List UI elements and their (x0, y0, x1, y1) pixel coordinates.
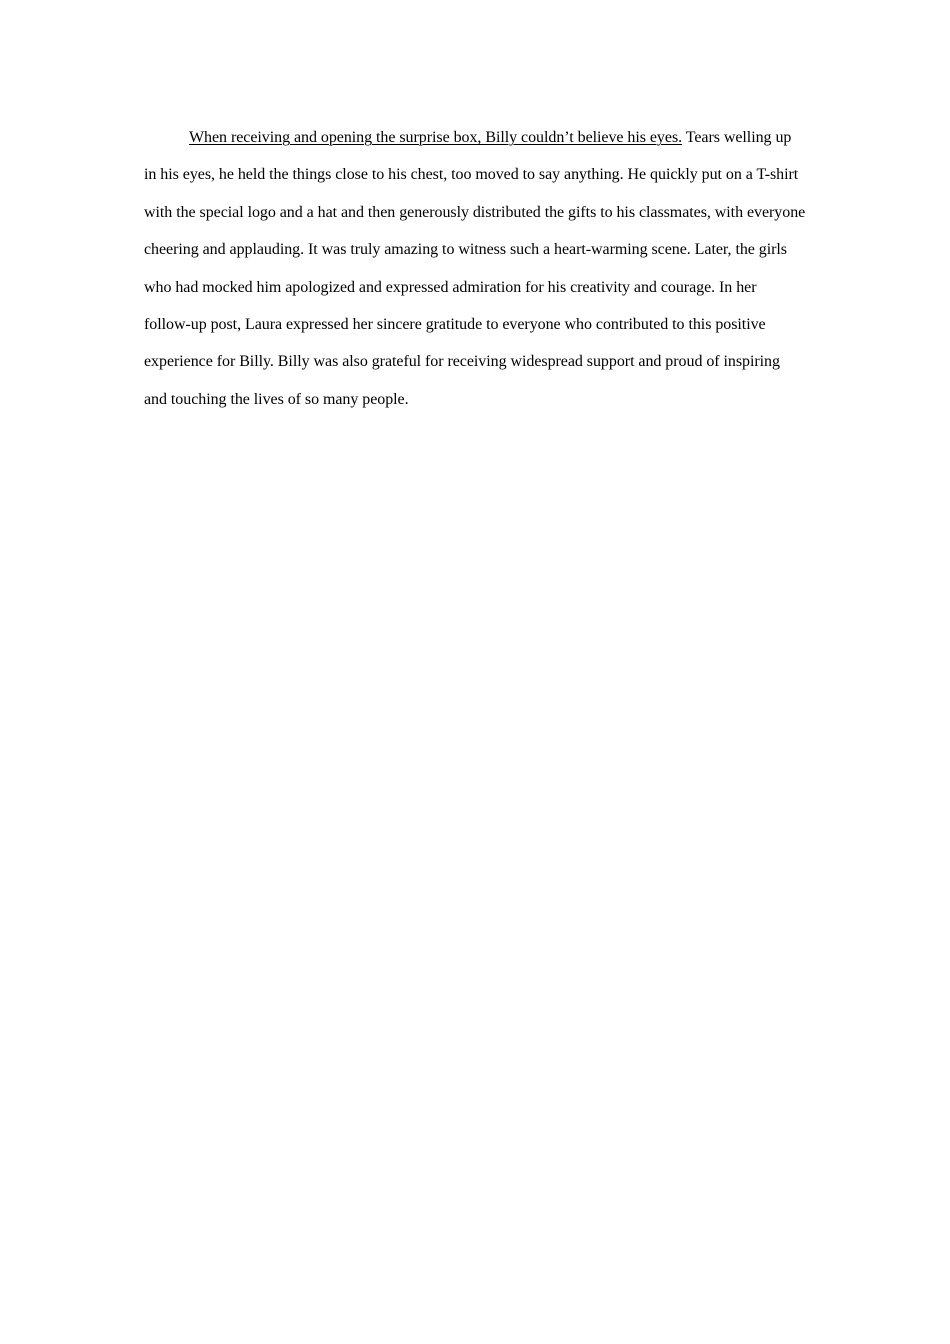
paragraph-continuation: Tears welling up in his eyes, he held the things close to his chest, too moved to say anything. He quickly put on a T-shirt with the special logo and a hat and then generously distributed the gifts to his classmates, with everyone cheering and applauding. It was truly amazing to witness such a heart-warming scene. Later, the girls who had mocked him apologized and expressed admiration for his creativity and courage. In her follow-up post, Laura expressed her sincere gratitude to everyone who contributed to this positive experience for Billy. Billy was also grateful for receiving widespread support and proud of inspiring and touching the lives of so many people. (144, 129, 806, 408)
body-paragraph (144, 119, 806, 418)
underlined-opening-sentence: When receiving and opening the surprise box, Billy couldn’t believe his eyes. (189, 129, 683, 146)
